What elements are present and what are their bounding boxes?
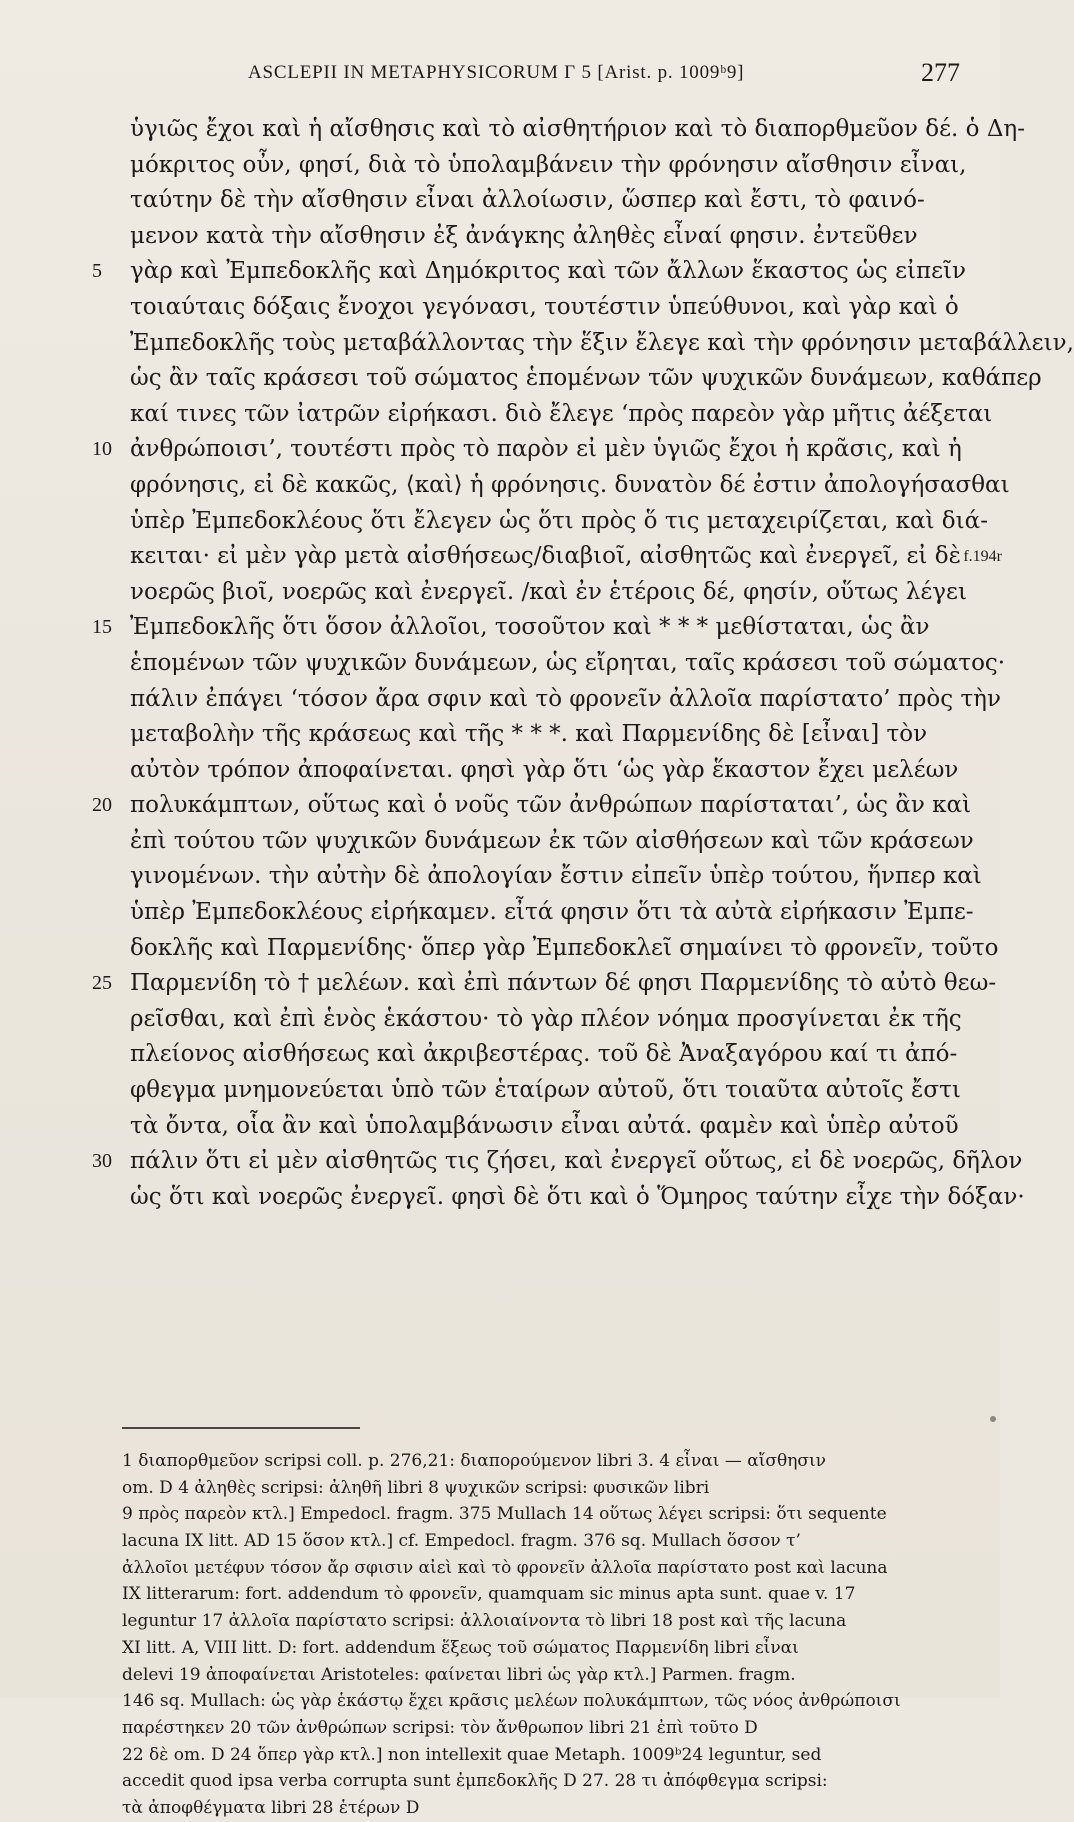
line-text: πάλιν ὅτι εἰ μὲν αἰσθητῶς τις ζήσει, καὶ ἐνεργεῖ οὕτως, εἰ δὲ νοερῶς, δῆλον [130, 1148, 1023, 1175]
line-text: κειται· εἰ μὲν γὰρ μετὰ αἰσθήσεως/διαβιοῖ, αἰσθητῶς καὶ ἐνεργεῖ, εἰ δὲ [130, 543, 961, 570]
line-text: γὰρ καὶ Ἐμπεδοκλῆς καὶ Δημόκριτος καὶ τῶν ἄλλων ἕκαστος ὡς εἰπεῖν [130, 258, 967, 285]
line-text: Ἐμπεδοκλῆς ὅτι ὅσον ἀλλοῖοι, τοσοῦτον καὶ * * * μεθίσταται, ὡς ἂν [130, 614, 930, 641]
line-text: ὑπὲρ Ἐμπεδοκλέους εἰρήκαμεν. εἶτά φησιν ὅτι τὰ αὐτὰ εἰρήκασιν Ἐμπε- [130, 899, 974, 926]
line-number: 25 [92, 972, 112, 995]
running-title: ASCLEPII IN METAPHYSICORUM Γ 5 [Arist. p. 1009ᵇ9] [248, 62, 745, 83]
apparatus-line: accedit quod ipsa verba corrupta sunt ἐμπεδοκλῆς D 27. 28 τι ἀπόφθεγμα scripsi: [122, 1771, 828, 1792]
apparatus-line: 22 δὲ om. D 24 ὅπερ γὰρ κτλ.] non intellexit quae Metaph. 1009ᵇ24 leguntur, sed [122, 1744, 822, 1765]
apparatus-line: IX litterarum: fort. addendum τὸ φρονεῖν, quamquam sic minus apta sunt. quae v. 17 [122, 1584, 856, 1605]
line-number: 15 [92, 616, 112, 639]
line-text: μενον κατὰ τὴν αἴσθησιν ἐξ ἀνάγκης ἀληθὲς εἶναί φησιν. ἐντεῦθεν [130, 222, 918, 249]
margin-speck [990, 1416, 996, 1422]
apparatus-line: XI litt. A, VIII litt. D: fort. addendum ἕξεως τοῦ σώματος Παρμενίδη libri εἶναι [122, 1637, 799, 1658]
line-text: Ἐμπεδοκλῆς τοὺς μεταβάλλοντας τὴν ἕξιν ἔλεγε καὶ τὴν φρόνησιν μεταβάλλειν, [130, 329, 1074, 356]
line-text: μόκριτος οὖν, φησί, διὰ τὸ ὑπολαμβάνειν τὴν φρόνησιν αἴσθησιν εἶναι, [130, 151, 967, 178]
line-number: 5 [92, 260, 102, 283]
text-line [92, 254, 972, 290]
line-text: ὑγιῶς ἔχοι καὶ ἡ αἴσθησις καὶ τὸ αἰσθητήριον καὶ τὸ διαπορθμεῦον δέ. ὁ Δη- [130, 116, 1025, 142]
line-number: 10 [92, 438, 112, 461]
text-line [92, 1073, 972, 1109]
text-line [92, 717, 972, 753]
text-line [92, 148, 972, 184]
apparatus-line: ἀλλοῖοι μετέφυν τόσον ἄρ σφισιν αἰεὶ καὶ τὸ φρονεῖν ἀλλοῖα παρίστατο post καὶ lacuna [122, 1557, 888, 1578]
text-line [92, 1002, 972, 1038]
line-text: αὐτὸν τρόπον ἀποφαίνεται. φησὶ γὰρ ὅτι ‘ὡς γὰρ ἕκαστον ἔχει μελέων [130, 756, 959, 783]
line-text: καί τινες τῶν ἰατρῶν εἰρήκασι. διὸ ἔλεγε ‘πρὸς παρεὸν γὰρ μῆτις ἀέξεται [130, 400, 993, 427]
folio-marginal-note: f.194r [963, 548, 1002, 566]
line-text: πάλιν ἐπάγει ‘τόσον ἄρα σφιν καὶ τὸ φρονεῖν ἀλλοῖα παρίστατο’ πρὸς τὴν [130, 685, 1001, 712]
text-line [92, 1144, 1023, 1180]
apparatus-line: om. D 4 ἀληθὲς scripsi: ἀληθῆ libri 8 ψυχικῶν scripsi: φυσικῶν libri [122, 1477, 710, 1498]
line-text: φρόνησις, εἰ δὲ κακῶς, ⟨καὶ⟩ ἡ φρόνησις. δυνατὸν δέ ἐστιν ἀπολογήσασθαι [130, 471, 1010, 498]
text-line [92, 397, 993, 433]
text-line [92, 753, 972, 789]
text-line [92, 504, 988, 540]
line-number: 30 [92, 1150, 112, 1173]
main-text [92, 112, 1074, 1215]
critical-apparatus [122, 1448, 972, 1822]
line-text: τοιαύταις δόξαις ἔνοχοι γεγόνασι, τουτέστιν ὑπεύθυνοι, καὶ γὰρ καὶ ὁ [130, 293, 959, 320]
text-line [92, 1180, 1025, 1216]
text-line [92, 468, 1010, 504]
line-text: ἑπομένων τῶν ψυχικῶν δυνάμεων, ὡς εἴρηται, ταῖς κράσεσι τοῦ σώματος· [130, 649, 1006, 676]
line-text: ταύτην δὲ τὴν αἴσθησιν εἶναι ἀλλοίωσιν, ὥσπερ καὶ ἔστι, τὸ φαινό- [130, 187, 925, 214]
text-line [92, 219, 972, 255]
apparatus-line: leguntur 17 ἀλλοῖα παρίστατο scripsi: ἀλλοιαίνοντα τὸ libri 18 post καὶ τῆς lacuna [122, 1611, 847, 1632]
line-text: φθεγμα μνημονεύεται ὑπὸ τῶν ἑταίρων αὐτοῦ, ὅτι τοιαῦτα αὐτοῖς ἔστι [130, 1077, 961, 1104]
line-text: δοκλῆς καὶ Παρμενίδης· ὅπερ γὰρ Ἐμπεδοκλεῖ σημαίνει τὸ φρονεῖν, τοῦτο [130, 934, 999, 961]
text-line [92, 966, 997, 1002]
line-text: πολυκάμπτων, οὕτως καὶ ὁ νοῦς τῶν ἀνθρώπων παρίσταται’, ὡς ἂν καὶ [130, 792, 972, 819]
line-text: μεταβολὴν τῆς κράσεως καὶ τῆς * * *. καὶ Παρμενίδης δὲ [εἶναι] τὸν [130, 721, 928, 748]
apparatus-line: παρέστηκεν 20 τῶν ἀνθρώπων scripsi: τὸν ἄνθρωπον libri 21 ἐπὶ τοῦτο D [122, 1717, 758, 1738]
line-text: νοερῶς βιοῖ, νοερῶς καὶ ἐνεργεῖ. /καὶ ἐν ἑτέροις δέ, φησίν, οὕτως λέγει [130, 578, 967, 605]
text-line [92, 1037, 972, 1073]
text-line [92, 326, 1074, 362]
text-line [92, 610, 972, 646]
line-text: ἐπὶ τούτου τῶν ψυχικῶν δυνάμεων ἐκ τῶν αἰσθήσεων καὶ τῶν κράσεων [130, 827, 974, 854]
line-text: ὑπὲρ Ἐμπεδοκλέους ὅτι ἔλεγεν ὡς ὅτι πρὸς ὅ τις μεταχειρίζεται, καὶ διά- [130, 507, 988, 534]
text-line [92, 361, 1042, 397]
line-text: γινομένων. τὴν αὐτὴν δὲ ἀπολογίαν ἔστιν εἰπεῖν ὑπὲρ τούτου, ἥνπερ καὶ [130, 863, 982, 890]
footnote-divider [122, 1427, 360, 1429]
text-line [92, 931, 999, 967]
text-line [92, 646, 1006, 682]
page-number: 277 [921, 58, 960, 87]
line-text: ὡς ἂν ταῖς κράσεσι τοῦ σώματος ἑπομένων τῶν ψυχικῶν δυνάμεων, καθάπερ [130, 365, 1042, 392]
line-text: ρεῖσθαι, καὶ ἐπὶ ἑνὸς ἑκάστου· τὸ γὰρ πλέον νόημα προσγίνεται ἐκ τῆς [130, 1005, 962, 1032]
text-line [92, 432, 972, 468]
line-text: τὰ ὄντα, οἷα ἂν καὶ ὑπολαμβάνωσιν εἶναι αὐτά. φαμὲν καὶ ὑπὲρ αὐτοῦ [130, 1112, 959, 1139]
text-line [92, 824, 972, 860]
text-line [92, 682, 1001, 718]
text-line [92, 183, 972, 219]
text-line [92, 290, 972, 326]
text-line [92, 575, 972, 611]
apparatus-line: delevi 19 ἀποφαίνεται Aristoteles: φαίνεται libri ὡς γὰρ κτλ.] Parmen. fragm. [122, 1664, 796, 1685]
line-text: ἀνθρώποισι’, τουτέστι πρὸς τὸ παρὸν εἰ μὲν ὑγιῶς ἔχοι ἡ κρᾶσις, καὶ ἡ [130, 436, 962, 463]
apparatus-line: 9 πρὸς παρεὸν κτλ.] Empedocl. fragm. 375 Mullach 14 οὕτως λέγει scripsi: ὅτι sequente [122, 1504, 887, 1525]
text-line [92, 1109, 972, 1145]
text-line [92, 539, 1002, 575]
line-number: 20 [92, 794, 112, 817]
apparatus-line: 146 sq. Mullach: ὡς γὰρ ἑκάστῳ ἔχει κρᾶσις μελέων πολυκάμπτων, τῶς νόος ἀνθρώποισι [122, 1691, 901, 1712]
text-line [92, 788, 972, 824]
text-line [92, 895, 972, 931]
line-text: ὡς ὅτι καὶ νοερῶς ἐνεργεῖ. φησὶ δὲ ὅτι καὶ ὁ Ὅμηρος ταύτην εἶχε τὴν δόξαν· [130, 1183, 1025, 1210]
line-text: Παρμενίδη τὸ † μελέων. καὶ ἐπὶ πάντων δέ φησι Παρμενίδης τὸ αὐτὸ θεω- [130, 970, 997, 997]
apparatus-line: lacuna IX litt. AD 15 ὅσον κτλ.] cf. Empedocl. fragm. 376 sq. Mullach ὅσσον τ’ [122, 1531, 801, 1552]
line-text: πλείονος αἰσθήσεως καὶ ἀκριβεστέρας. τοῦ δὲ Ἀναξαγόρου καί τι ἀπό- [130, 1041, 958, 1068]
apparatus-line: 1 διαπορθμεῦον scripsi coll. p. 276,21: διαπορούμενον libri 3. 4 εἶναι — αἴσθησιν [122, 1451, 827, 1471]
text-line [92, 859, 982, 895]
apparatus-line: τὰ ἀποφθέγματα libri 28 ἑτέρων D [122, 1797, 420, 1818]
text-line [92, 112, 1025, 148]
page-header [248, 58, 960, 92]
